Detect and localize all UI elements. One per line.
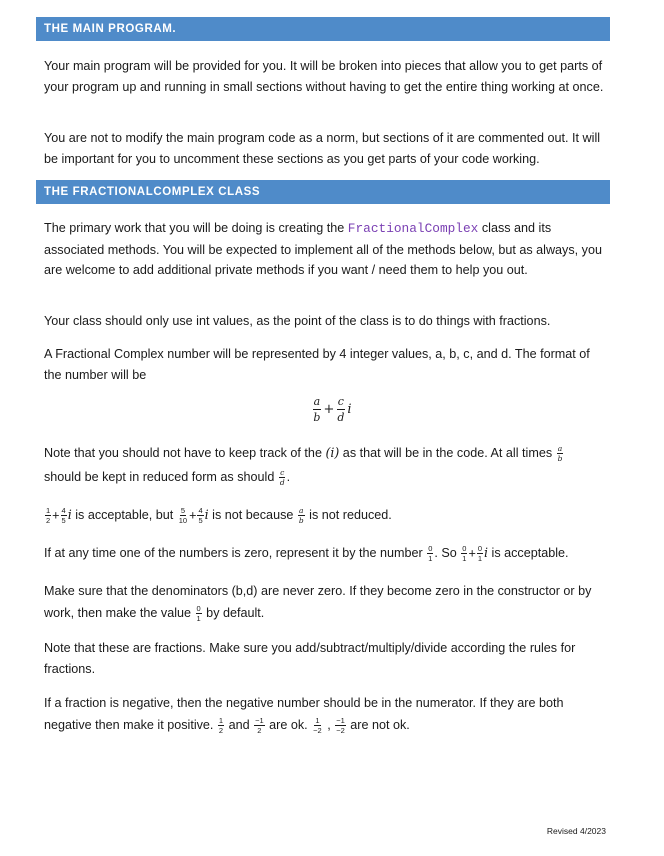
numerator: 4 xyxy=(61,505,66,515)
numerator: a xyxy=(557,443,563,453)
fraction-0-1 xyxy=(477,545,483,563)
denominator: 2 xyxy=(46,516,51,526)
fraction-a-over-b xyxy=(312,396,321,423)
text: If at any time one of the numbers is zero, represent it by the number xyxy=(44,546,427,560)
main-paragraph-2: You are not to modify the main program code as a norm, but sections of it are commented out. It will be important for you to uncomment these sections as you get parts of your code working. xyxy=(44,131,601,166)
fraction-5-10 xyxy=(178,507,188,525)
numerator: 0 xyxy=(196,603,201,613)
denominator: b xyxy=(557,454,563,464)
fraction-4-5 xyxy=(197,507,203,525)
section-header-main-program: THE MAIN PROGRAM. xyxy=(36,17,610,41)
numerator: c xyxy=(337,395,344,408)
denominator: 1 xyxy=(462,554,467,564)
text: by default. xyxy=(202,606,265,620)
numerator: a xyxy=(299,505,304,515)
text: class and its associated methods. You will be expected to implement all of the methods below, but as always, you are welcome to add additional private methods if you want / need them to help you out. xyxy=(44,221,602,277)
numerator: 5 xyxy=(180,505,185,515)
class-paragraph-2: Your class should only use int values, as the point of the class is to do things with fractions. xyxy=(44,314,551,328)
text: are ok. xyxy=(265,718,312,732)
plus-sign: + xyxy=(468,546,476,561)
fraction-1-2 xyxy=(218,717,224,735)
denominator: 10 xyxy=(178,516,188,526)
imaginary-unit: i xyxy=(204,507,209,522)
denominator: 5 xyxy=(61,516,66,526)
numerator: 1 xyxy=(46,505,51,515)
imaginary-unit: i xyxy=(483,545,489,560)
class-paragraph-1 xyxy=(44,218,610,281)
denominator: 1 xyxy=(428,554,433,564)
fraction-1-neg2 xyxy=(312,717,323,735)
text: is not reduced. xyxy=(305,508,392,522)
section-header-fractionalcomplex-class: THE FRACTIONALCOMPLEX CLASS xyxy=(36,180,610,204)
text: as that will be in the code. At all times xyxy=(339,446,556,460)
text: is acceptable, but xyxy=(71,508,177,522)
numerator: −1 xyxy=(336,715,345,725)
plus-sign: + xyxy=(323,402,335,417)
fraction-1-2 xyxy=(45,507,51,525)
denominator: 1 xyxy=(196,614,201,624)
fraction-neg1-2 xyxy=(254,717,265,735)
text: . xyxy=(286,470,291,484)
denominator: d xyxy=(279,478,285,488)
class-paragraph-6 xyxy=(44,543,610,564)
text: The primary work that you will be doing is creating the xyxy=(44,221,348,235)
revision-footer: Revised 4/2023 xyxy=(546,826,606,836)
denominator: −2 xyxy=(336,726,345,736)
fraction-neg1-neg2 xyxy=(335,717,346,735)
fraction-a-over-b xyxy=(298,507,305,525)
class-paragraph-3: A Fractional Complex number will be represented by 4 integer values, a, b, c, and d. The format of the number will be xyxy=(44,347,590,382)
class-paragraph-4 xyxy=(44,441,610,489)
text: , xyxy=(323,718,335,732)
fraction-c-over-d xyxy=(336,396,345,423)
numerator: 0 xyxy=(462,543,467,553)
fraction-0-1 xyxy=(427,545,433,563)
text: is not because xyxy=(208,508,297,522)
plus-sign: + xyxy=(52,508,60,523)
fraction-c-over-d xyxy=(279,469,286,487)
denominator: 1 xyxy=(477,554,482,564)
fraction-4-5 xyxy=(61,507,67,525)
denominator: 2 xyxy=(218,726,224,736)
numerator: 0 xyxy=(428,543,433,553)
text: are not ok. xyxy=(346,718,410,732)
text: . So xyxy=(434,546,461,560)
text: should be kept in reduced form as should xyxy=(44,470,278,484)
numerator: −1 xyxy=(255,715,264,725)
text: and xyxy=(225,718,254,732)
class-paragraph-5 xyxy=(44,505,610,526)
denominator: 2 xyxy=(257,726,262,736)
class-name-code: FractionalComplex xyxy=(347,221,479,236)
numerator: 4 xyxy=(198,505,203,515)
text: If a fraction is negative, then the negative number should be in the numerator. If they are both negative then make it positive. xyxy=(44,696,564,732)
class-paragraph-8: Note that these are fractions. Make sure you add/subtract/multiply/divide according the rules for fractions. xyxy=(44,641,576,676)
denominator: −2 xyxy=(313,726,322,736)
class-paragraph-9 xyxy=(44,692,610,736)
fraction-0-1 xyxy=(461,545,467,563)
numerator: c xyxy=(280,467,285,477)
class-paragraph-7 xyxy=(44,580,610,624)
fraction-a-over-b xyxy=(557,445,564,463)
format-formula xyxy=(0,396,664,423)
numerator: a xyxy=(313,395,321,408)
main-paragraph-1: Your main program will be provided for you. It will be broken into pieces that allow you to get parts of your program up and running in small sections without having to get the entire thing working at once. xyxy=(44,59,604,94)
plus-sign: + xyxy=(189,508,197,523)
imaginary-unit: i xyxy=(67,507,72,522)
denominator: b xyxy=(313,411,321,424)
imaginary-unit: i xyxy=(347,402,352,417)
fraction-0-1 xyxy=(196,605,202,623)
numerator: 1 xyxy=(218,715,224,725)
denominator: 5 xyxy=(198,516,203,526)
text: Make sure that the denominators (b,d) are never zero. If they become zero in the constructor or by work, then make the value xyxy=(44,584,592,620)
text: is acceptable. xyxy=(488,546,569,560)
numerator: 0 xyxy=(477,543,482,553)
denominator: b xyxy=(298,516,304,526)
numerator: 1 xyxy=(315,715,320,725)
denominator: d xyxy=(337,411,345,424)
text: Note that you should not have to keep track of the xyxy=(44,446,326,460)
imaginary-label: (i) xyxy=(325,445,340,460)
